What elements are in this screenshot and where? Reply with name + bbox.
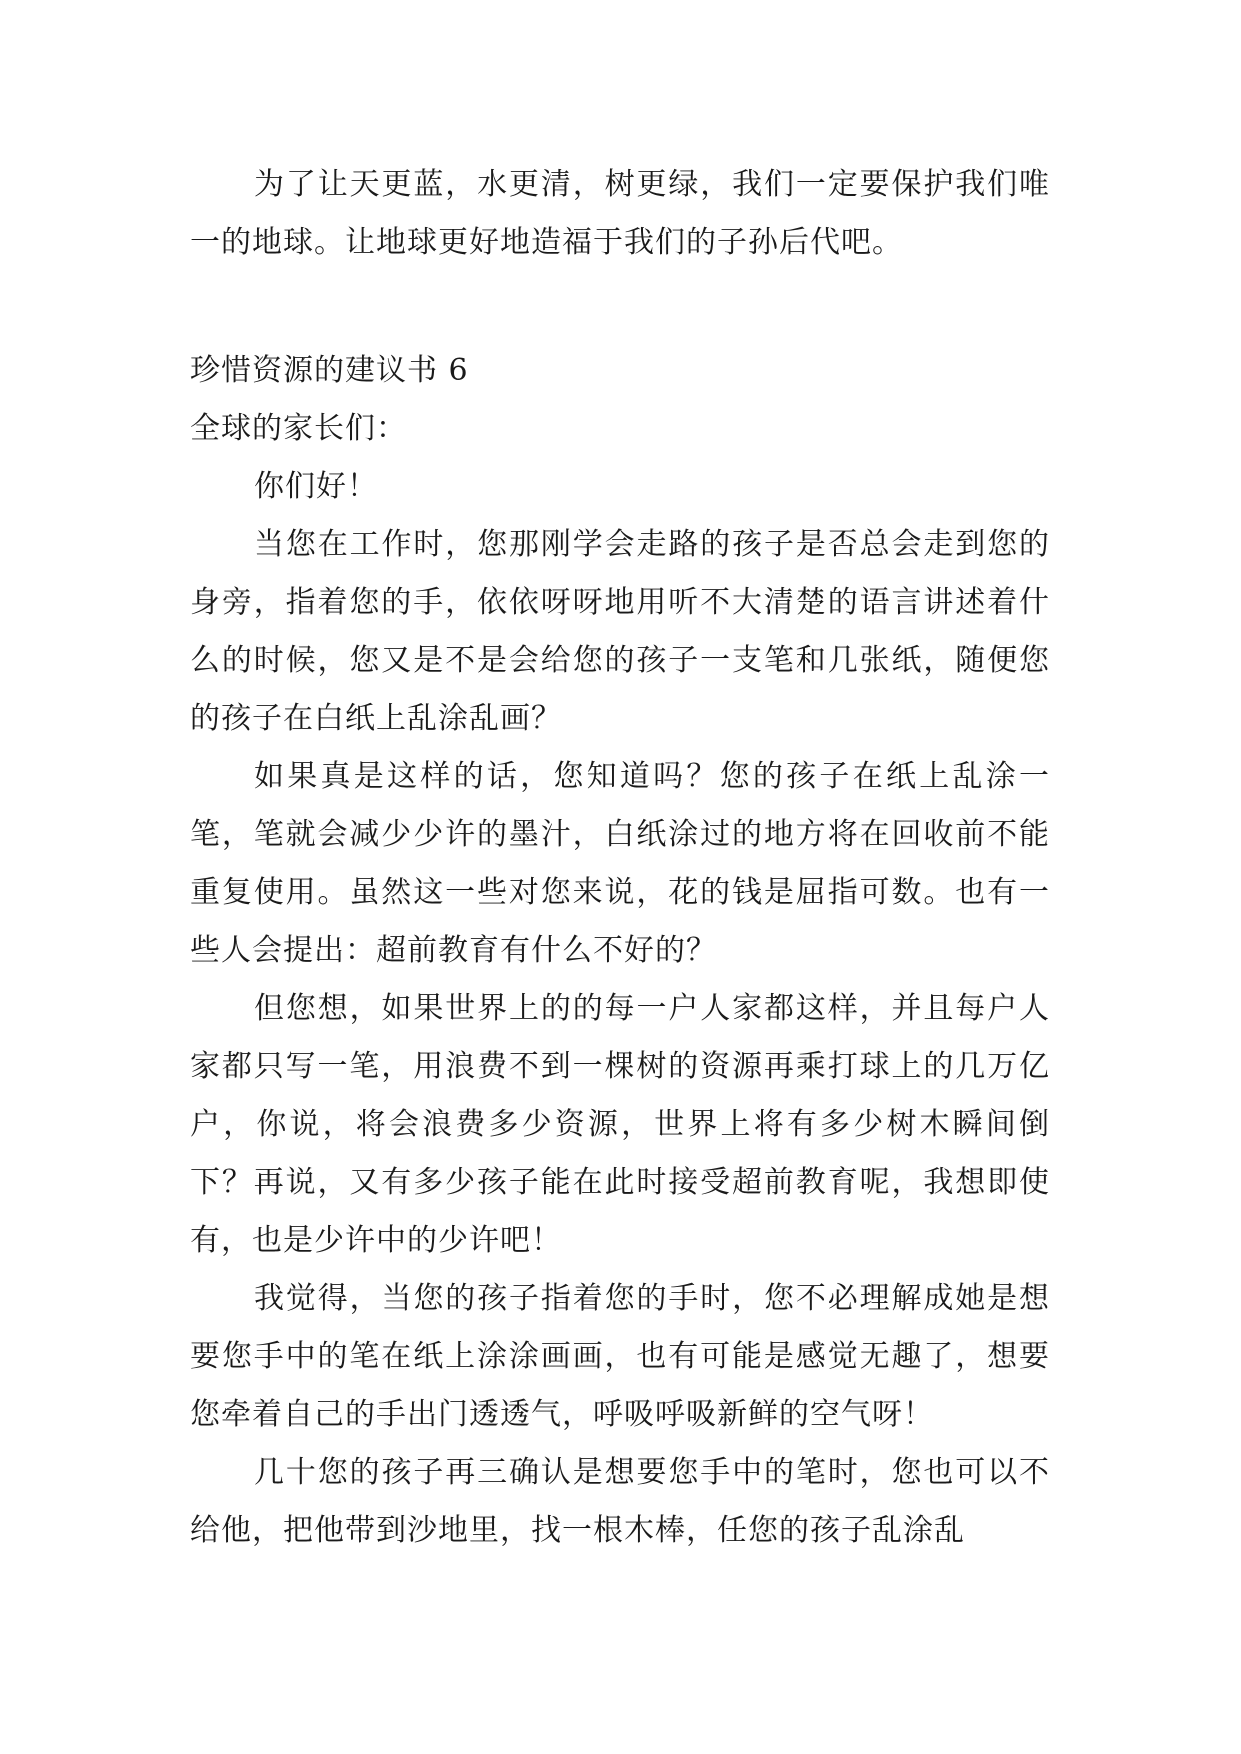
- letter-section: [190, 342, 1050, 1560]
- body-paragraph: 几十您的孩子再三确认是想要您手中的笔时，您也可以不给他，把他带到沙地里，找一根木棒，任您的孩子乱涂乱: [190, 1455, 1050, 1548]
- body-paragraph: 如果真是这样的话，您知道吗？您的孩子在纸上乱涂一笔，笔就会减少少许的墨汁，白纸涂过的地方将在回收前不能重复使用。虽然这一些对您来说，花的钱是屈指可数。也有一些人会提出：超前教育有什么不好的？: [190, 759, 1050, 968]
- closing-block: [190, 156, 1050, 272]
- body-paragraph: 但您想，如果世界上的的每一户人家都这样，并且每户人家都只写一笔，用浪费不到一棵树的资源再乘打球上的几万亿户，你说，将会浪费多少资源，世界上将有多少树木瞬间倒下？再说，又有多少孩子能在此时接受超前教育呢，我想即使有，也是少许中的少许吧！: [190, 991, 1050, 1258]
- letter-greeting: 你们好！: [254, 469, 378, 504]
- closing-paragraph: 为了让天更蓝，水更清，树更绿，我们一定要保护我们唯一的地球。让地球更好地造福于我们的子孙后代吧。: [190, 167, 1050, 260]
- letter-title: 珍惜资源的建议书 6: [190, 353, 469, 388]
- letter-salutation: 全球的家长们：: [190, 411, 407, 446]
- body-paragraph: 我觉得，当您的孩子指着您的手时，您不必理解成她是想要您手中的笔在纸上涂涂画画，也有可能是感觉无趣了，想要您牵着自己的手出门透透气，呼吸呼吸新鲜的空气呀！: [190, 1281, 1050, 1432]
- body-paragraph: 当您在工作时，您那刚学会走路的孩子是否总会走到您的身旁，指着您的手，依依呀呀地用听不大清楚的语言讲述着什么的时候，您又是不是会给您的孩子一支笔和几张纸，随便您的孩子在白纸上乱涂乱画？: [190, 527, 1050, 736]
